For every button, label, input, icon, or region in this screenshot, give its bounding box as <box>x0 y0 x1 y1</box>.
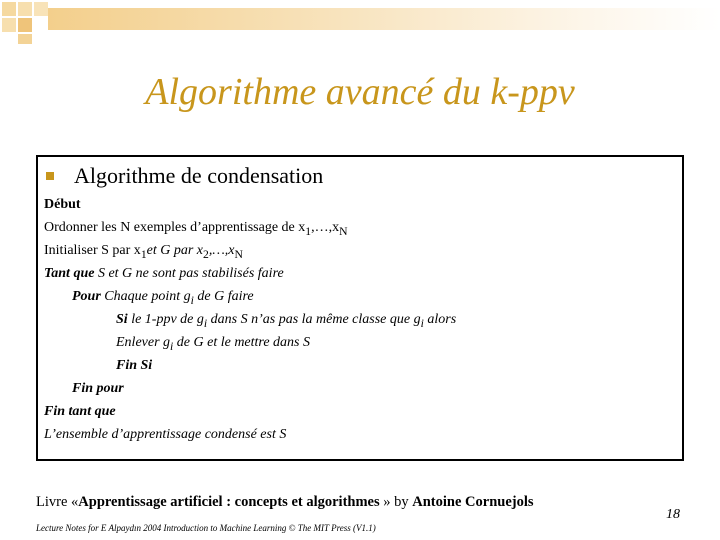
deco-square <box>18 18 32 32</box>
algorithm-text <box>44 193 456 446</box>
bullet-square-icon <box>46 172 54 180</box>
deco-square <box>18 2 32 16</box>
deco-square <box>2 18 16 32</box>
algo-line-10: Fin tant que <box>44 404 116 419</box>
algo-line-8: Fin Si <box>116 358 153 373</box>
algo-line-5: Pour Chaque point $g_i$ de G faire <box>72 289 254 307</box>
algorithm-box <box>36 155 684 461</box>
algo-line-4: Tant que S et G ne sont pas stabilisés faire <box>44 266 284 281</box>
slide-title: Algorithme avancé du k-ppv <box>145 71 575 113</box>
algo-line-6: Si le 1-ppv de $g_i$ dans S n’as pas la même classe que $g_i$ alors <box>116 312 457 330</box>
algo-line-9: Fin pour <box>72 381 124 396</box>
algo-line-3: Initialiser S par $x_1et$ G par $x_2,\dots,x_N$ <box>44 243 243 261</box>
deco-square <box>34 2 48 16</box>
bullet-text: Algorithme de condensation <box>74 163 324 188</box>
algo-line-11: L’ensemble d’apprentissage condensé est S <box>44 427 287 442</box>
algo-line-1: Début <box>44 197 81 212</box>
algo-line-2: Ordonner les N exemples d’apprentissage de $x_1,\dots,x_N$ <box>44 220 348 238</box>
bullet-item <box>46 163 323 189</box>
book-reference: Livre «Apprentissage artificiel : concepts et algorithmes » by Antoine Cornuejols <box>36 494 534 510</box>
header-gradient-bar <box>48 8 720 30</box>
deco-square <box>2 2 16 16</box>
page-number: 18 <box>666 507 680 522</box>
lecture-notes-credit: Lecture Notes for E Alpaydın 2004 Introduction to Machine Learning © The MIT Press (V1.1) <box>36 523 376 533</box>
algo-line-7: Enlever $g_i$ de G et le mettre dans S <box>116 335 311 353</box>
deco-square <box>18 34 32 44</box>
